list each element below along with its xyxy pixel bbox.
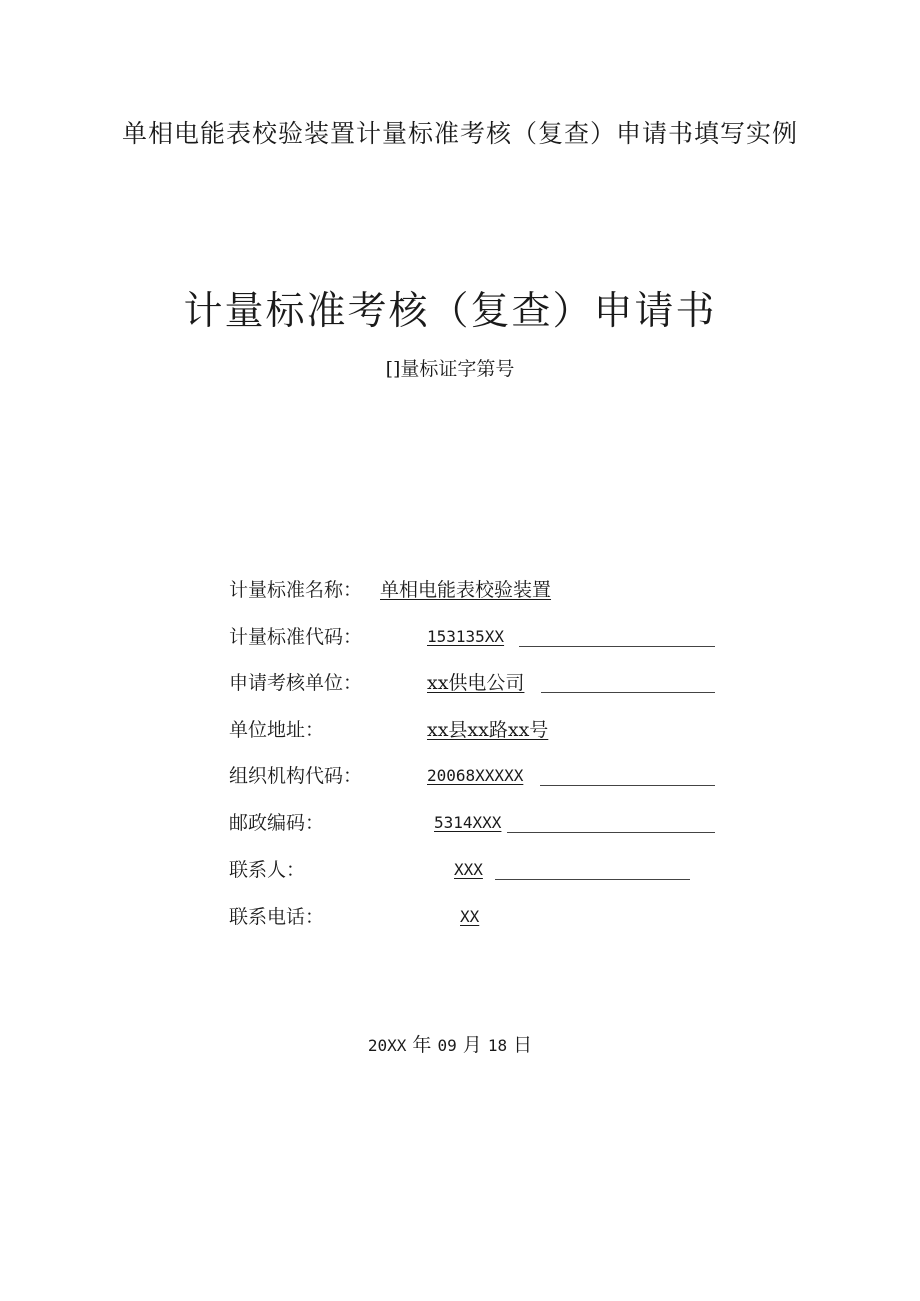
standard-code-label: 计量标准代码：: [229, 626, 363, 648]
field-postal-code: [229, 808, 729, 838]
contact-person-value: XXX: [454, 860, 483, 879]
applicant-unit-value: xx供电公司: [427, 672, 525, 694]
document-header-title: 单相电能表校验装置计量标准考核（复查）申请书填写实例: [121, 119, 798, 148]
applicant-unit-label: 申请考核单位：: [229, 672, 363, 694]
postal-code-value: 5314XXX: [434, 813, 502, 832]
field-standard-name: [229, 575, 729, 605]
org-code-value: 20068XXXXX: [427, 766, 524, 785]
application-date: [0, 1030, 900, 1057]
certificate-number: []量标证字第号: [385, 358, 515, 380]
contact-phone-label: 联系电话：: [229, 906, 325, 928]
standard-name-label: 计量标准名称：: [229, 579, 363, 601]
date-month-unit: 月: [462, 1034, 482, 1056]
contact-phone-value: XX: [460, 907, 480, 926]
postal-code-label: 邮政编码：: [229, 812, 325, 834]
application-main-title: 计量标准考核（复查）申请书: [183, 289, 717, 334]
standard-code-blank-line: [519, 646, 715, 647]
date-month: 09: [437, 1036, 457, 1055]
date-day-unit: 日: [513, 1034, 533, 1056]
standard-code-value: 153135XX: [427, 627, 505, 646]
postal-code-blank-line: [507, 832, 715, 833]
org-code-label: 组织机构代码：: [229, 765, 363, 787]
standard-name-value: 单相电能表校验装置: [380, 579, 552, 601]
date-year-unit: 年: [412, 1034, 432, 1056]
field-contact-phone: [229, 902, 729, 932]
date-year: 20XX: [367, 1036, 407, 1055]
applicant-unit-blank-line: [541, 692, 715, 693]
field-unit-address: [229, 715, 729, 745]
field-org-code: [229, 761, 729, 791]
org-code-blank-line: [540, 785, 715, 786]
field-applicant-unit: [229, 668, 729, 698]
field-standard-code: [229, 622, 729, 652]
unit-address-value: xx县xx路xx号: [427, 719, 549, 741]
contact-person-blank-line: [495, 879, 690, 880]
contact-person-label: 联系人：: [229, 859, 306, 881]
field-contact-person: [229, 855, 729, 885]
unit-address-label: 单位地址：: [229, 719, 325, 741]
date-day: 18: [487, 1036, 508, 1055]
